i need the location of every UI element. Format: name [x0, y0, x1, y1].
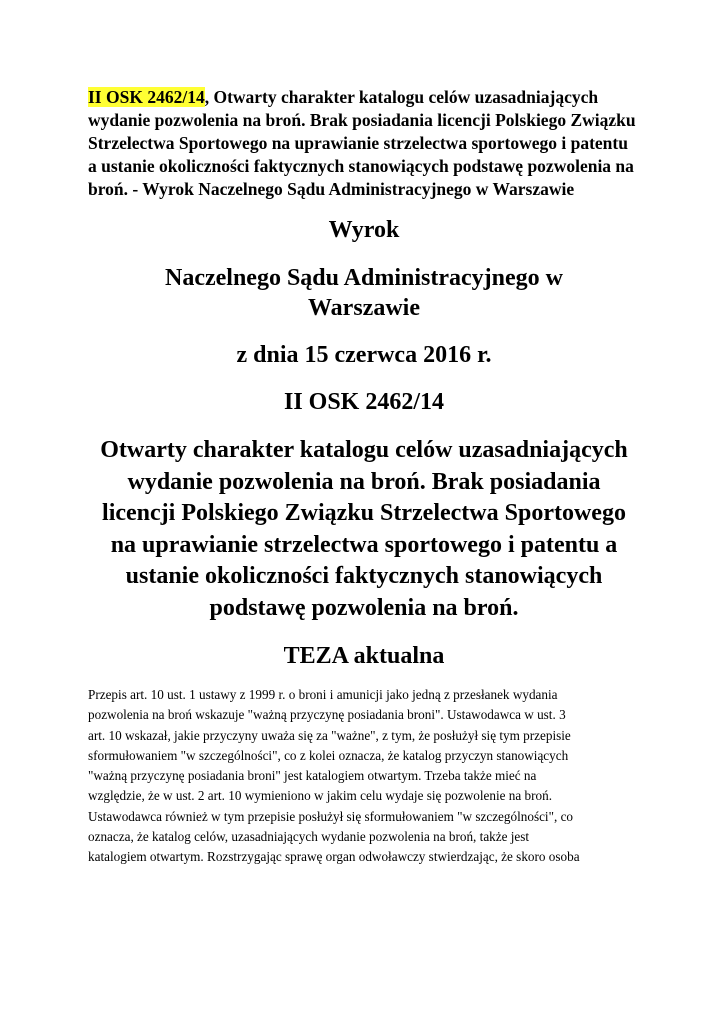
body-line: Przepis art. 10 ust. 1 ustawy z 1999 r. o broni i amunicji jako jedną z przesłanek wydania: [88, 687, 558, 702]
body-line: "ważną przyczynę posiadania broni" jest katalogiem otwartym. Trzeba także mieć na: [88, 768, 537, 784]
body-line: katalogiem otwartym. Rozstrzygając sprawę organ odwoławczy stwierdzając, że skoro osoba: [88, 849, 580, 865]
case-number-highlight: II OSK 2462/14: [88, 87, 205, 107]
document-page: [88, 86, 640, 868]
body-line: względzie, że w ust. 2 art. 10 wymieniono w jakim celu wydaje się pozwolenie na broń.: [88, 788, 552, 804]
document-type-title: Wyrok: [328, 217, 400, 243]
judgment-subject-title: Otwarty charakter katalogu celów uzasadniających wydanie pozwolenia na broń. Brak posiadania licencji Polskiego Związku Strzelectwa Sportowego na uprawianie strzelectwa sportowego i patentu a ustanie okoliczności faktycznych stanowiących podstawę pozwolenia na broń.: [100, 437, 628, 621]
body-line: sformułowaniem "w szczególności", co z kolei oznacza, że katalog przyczyn stanowiących: [88, 747, 569, 763]
body-line: art. 10 wskazał, jakie przyczyny uważa się za "ważne", z tym, że posłużył się tym przepisie: [88, 727, 571, 743]
header-title-text: , Otwarty charakter katalogu celów uzasadniających wydanie pozwolenia na broń. Brak posiadania licencji Polskiego Związku Strzelectwa Sportowego na uprawianie strzelectwa sportowego i patentu a ustanie okoliczności faktycznych stanowiących podstawę pozwolenia na broń. - Wyrok Naczelnego Sądu Administracyjnego w Warszawie: [88, 87, 636, 199]
judgment-date-title: z dnia 15 czerwca 2016 r.: [236, 342, 492, 368]
body-line: oznacza, że katalog celów, uzasadniających wydanie pozwolenia na broń, także jest: [88, 829, 530, 845]
body-line: Ustawodawca również w tym przepisie posłużył się sformułowaniem "w szczególności", co: [88, 808, 574, 824]
court-name-title: Naczelnego Sądu Administracyjnego w Warszawie: [165, 265, 563, 321]
case-signature-title: II OSK 2462/14: [283, 389, 445, 415]
thesis-label-title: TEZA aktualna: [283, 643, 445, 669]
body-line: pozwolenia na broń wskazuje "ważną przyczynę posiadania broni". Ustawodawca w ust. 3: [88, 707, 566, 723]
document-header: [88, 86, 640, 201]
thesis-body-text: [88, 685, 640, 868]
